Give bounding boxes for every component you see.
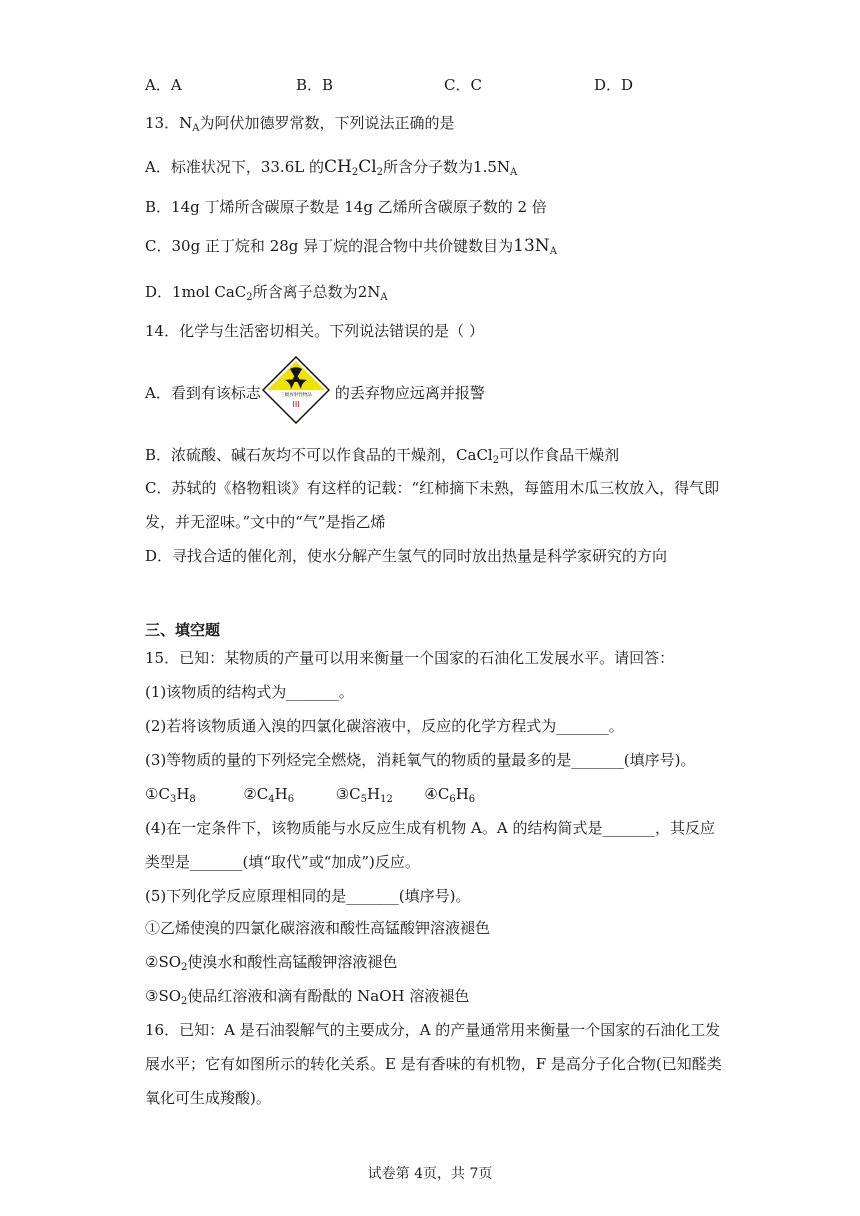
q14-option-b: B．浓硫酸、碱石灰均不可以作食品的干燥剂，CaCl$_2$可以作食品干燥剂 <box>145 446 620 466</box>
q15-option-2: $②C_4H_6$ <box>243 785 295 805</box>
q15-stem: 15．已知：某物质的产量可以用来衡量一个国家的石油化工发展水平。请回答： <box>145 649 675 667</box>
q16-line3: 氧化可生成羧酸)。 <box>145 1089 271 1107</box>
option-c: C．C <box>444 76 482 94</box>
q15-part4-line1: (4)在一定条件下，该物质能与水反应生成有机物 A。A 的结构简式是_______，其反应 <box>145 819 715 837</box>
q15-part5: (5)下列化学反应原理相同的是_______(填序号)。 <box>145 887 471 905</box>
q14-option-a: A．看到有该标志 的丢弃物应远离并报警 <box>145 384 485 402</box>
q14-option-c-line1: C．苏轼的《格物粗谈》有这样的记载：“红柿摘下未熟，每篮用木瓜三枚放入，得气即 <box>145 479 720 497</box>
q15-part5-item2: $②SO_2$使溴水和酸性高锰酸钾溶液褪色 <box>145 953 398 973</box>
sign-caption: 三级放射性物品 <box>280 393 312 398</box>
q13-option-c: C．30g 正丁烷和 28g 异丁烷的混合物中共价键数目为$13N_A$ <box>145 236 557 257</box>
q13-stem: 13．$N_A$为阿伏加德罗常数，下列说法正确的是 <box>145 114 455 134</box>
q13-option-b: B．14g 丁烯所含碳原子数是 14g 乙烯所含碳原子数的 2 倍 <box>145 198 547 216</box>
q15-option-3: $③C_5H_{12}$ <box>335 785 393 805</box>
q13-option-a: A．标准状况下，33.6L 的$CH_2Cl_2$所含分子数为$1.5N_A$ <box>145 157 518 178</box>
q15-option-4: $④C_6H_6$ <box>424 785 476 805</box>
q15-option-1: $①C_3H_8$ <box>145 785 196 805</box>
q15-part3-options <box>145 784 475 804</box>
q15-part3: (3)等物质的量的下列烃完全燃烧，消耗氧气的物质的量最多的是_______(填序号)。 <box>145 751 696 769</box>
q14-stem: 14．化学与生活密切相关。下列说法错误的是（ ） <box>145 322 484 340</box>
q16-line1: 16．已知：A 是石油裂解气的主要成分，A 的产量通常用来衡量一个国家的石油化工发 <box>145 1021 721 1039</box>
q15-part1: (1)该物质的结构式为_______。 <box>145 683 354 701</box>
radioactive-sign-icon <box>262 356 330 424</box>
section-heading: 三、填空题 <box>145 621 221 639</box>
q15-part5-item3: $③SO_2$使品红溶液和滴有酚酞的 NaOH 溶液褪色 <box>145 987 470 1007</box>
q16-line2: 展水平；它有如图所示的转化关系。E 是有香味的有机物，F 是高分子化合物(已知醛类 <box>145 1055 722 1073</box>
q14-option-c-line2: 发，并无涩味。”文中的“气”是指乙烯 <box>145 513 386 531</box>
q15-part5-item1: ①乙烯使溴的四氯化碳溶液和酸性高锰酸钾溶液褪色 <box>145 919 491 937</box>
option-d: D．D <box>594 76 634 94</box>
q14-option-d: D．寻找合适的催化剂，使水分解产生氢气的同时放出热量是科学家研究的方向 <box>145 547 668 565</box>
q15-part4-line2: 类型是_______(填“取代”或“加成”)反应。 <box>145 853 420 871</box>
option-a: A．A <box>145 76 182 94</box>
sign-class-number: III <box>292 400 300 409</box>
q13-option-d: D．1mol CaC$_2$所含离子总数为$2N_A$ <box>145 283 388 303</box>
option-b: B．B <box>296 76 334 94</box>
q15-part2: (2)若将该物质通入溴的四氯化碳溶液中，反应的化学方程式为_______。 <box>145 717 624 735</box>
page-footer: 试卷第 4页，共 7页 <box>367 1166 493 1182</box>
